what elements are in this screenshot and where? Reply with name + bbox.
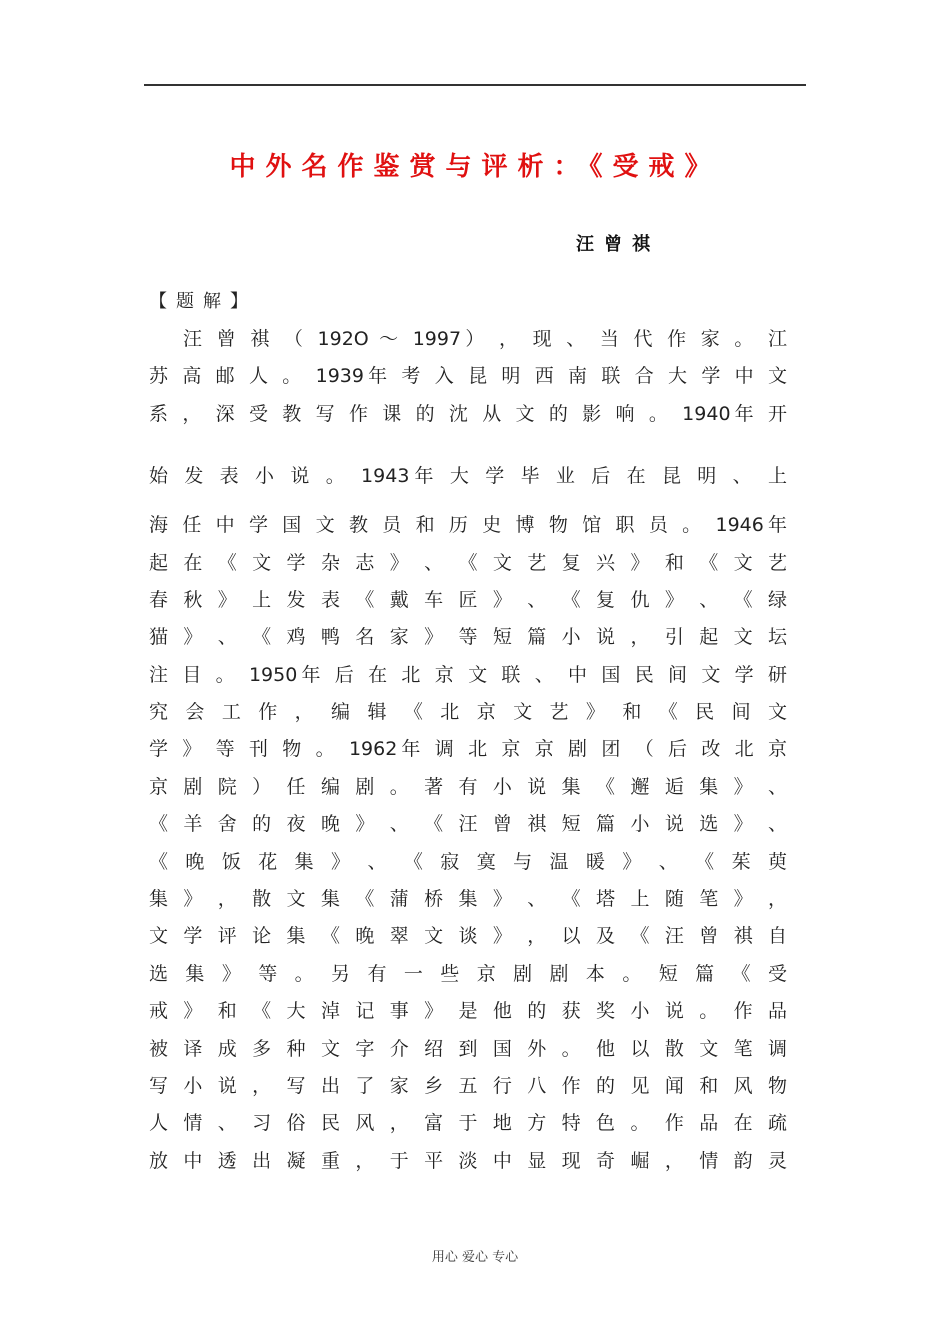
body-line: 起 在 《 文 学 杂 志 》 、 《 文 艺 复 兴 》 和 《 文 艺 <box>149 552 787 574</box>
section-label: 【题解】 <box>149 291 257 312</box>
header-rule <box>144 84 806 86</box>
body-line: 人 情 、 习 俗 民 风 ， 富 于 地 方 特 色 。 作 品 在 疏 <box>149 1112 787 1134</box>
body-line: 集 》 ， 散 文 集 《 蒲 桥 集 》 、 《 塔 上 随 笔 》 ， <box>149 888 787 910</box>
body-line: 春 秋 》 上 发 表 《 戴 车 匠 》 、 《 复 仇 》 、 《 绿 <box>149 589 787 611</box>
body-line: 注 目 。 1950年 后 在 北 京 文 联 、 中 国 民 间 文 学 研 <box>149 664 787 686</box>
body-line: 写 小 说 ， 写 出 了 家 乡 五 行 八 作 的 见 闻 和 风 物 <box>149 1075 787 1097</box>
body-line: 《 羊 舍 的 夜 晚 》 、 《 汪 曾 祺 短 篇 小 说 选 》 、 <box>149 813 787 835</box>
body-line: 被 译 成 多 种 文 字 介 绍 到 国 外 。 他 以 散 文 笔 调 <box>149 1038 787 1060</box>
page-title: 中外名作鉴赏与评析：《受戒》 <box>229 152 721 182</box>
body-line: 究 会 工 作 ， 编 辑 《 北 京 文 艺 》 和 《 民 间 文 <box>149 701 787 723</box>
body-line: 学 》 等 刊 物 。 1962年 调 北 京 京 剧 团 （ 后 改 北 京 <box>149 738 787 760</box>
body-line: 《 晚 饭 花 集 》 、 《 寂 寞 与 温 暖 》 、 《 茱 萸 <box>149 851 787 873</box>
body-line: 京 剧 院 ） 任 编 剧 。 著 有 小 说 集 《 邂 逅 集 》 、 <box>149 776 787 798</box>
body-line: 戒 》 和 《 大 淖 记 事 》 是 他 的 获 奖 小 说 。 作 品 <box>149 1000 787 1022</box>
body-line: 放 中 透 出 凝 重 ， 于 平 淡 中 显 现 奇 崛 ， 情 韵 灵 <box>149 1150 787 1172</box>
page-footer: 用心 爱心 专心 <box>431 1250 519 1265</box>
body-line: 选 集 》 等 。 另 有 一 些 京 剧 剧 本 。 短 篇 《 受 <box>149 963 787 985</box>
body-line: 猫 》 、 《 鸡 鸭 名 家 》 等 短 篇 小 说 ， 引 起 文 坛 <box>149 626 787 648</box>
body-line: 苏 高 邮 人 。 1939年 考 入 昆 明 西 南 联 合 大 学 中 文 <box>149 365 787 387</box>
body-line: 汪 曾 祺 （ 192O ～ 1997） ， 现 、 当 代 作 家 。 江 <box>183 328 787 350</box>
body-line: 系 ， 深 受 教 写 作 课 的 沈 从 文 的 影 响 。 1940年 开 <box>149 403 787 425</box>
body-line: 海 任 中 学 国 文 教 员 和 历 史 博 物 馆 职 员 。 1946年 <box>149 514 787 536</box>
author-name: 汪曾祺 <box>576 234 660 255</box>
body-line: 文 学 评 论 集 《 晚 翠 文 谈 》 ， 以 及 《 汪 曾 祺 自 <box>149 925 787 947</box>
body-line: 始 发 表 小 说 。 1943年 大 学 毕 业 后 在 昆 明 、 上 <box>149 465 787 487</box>
